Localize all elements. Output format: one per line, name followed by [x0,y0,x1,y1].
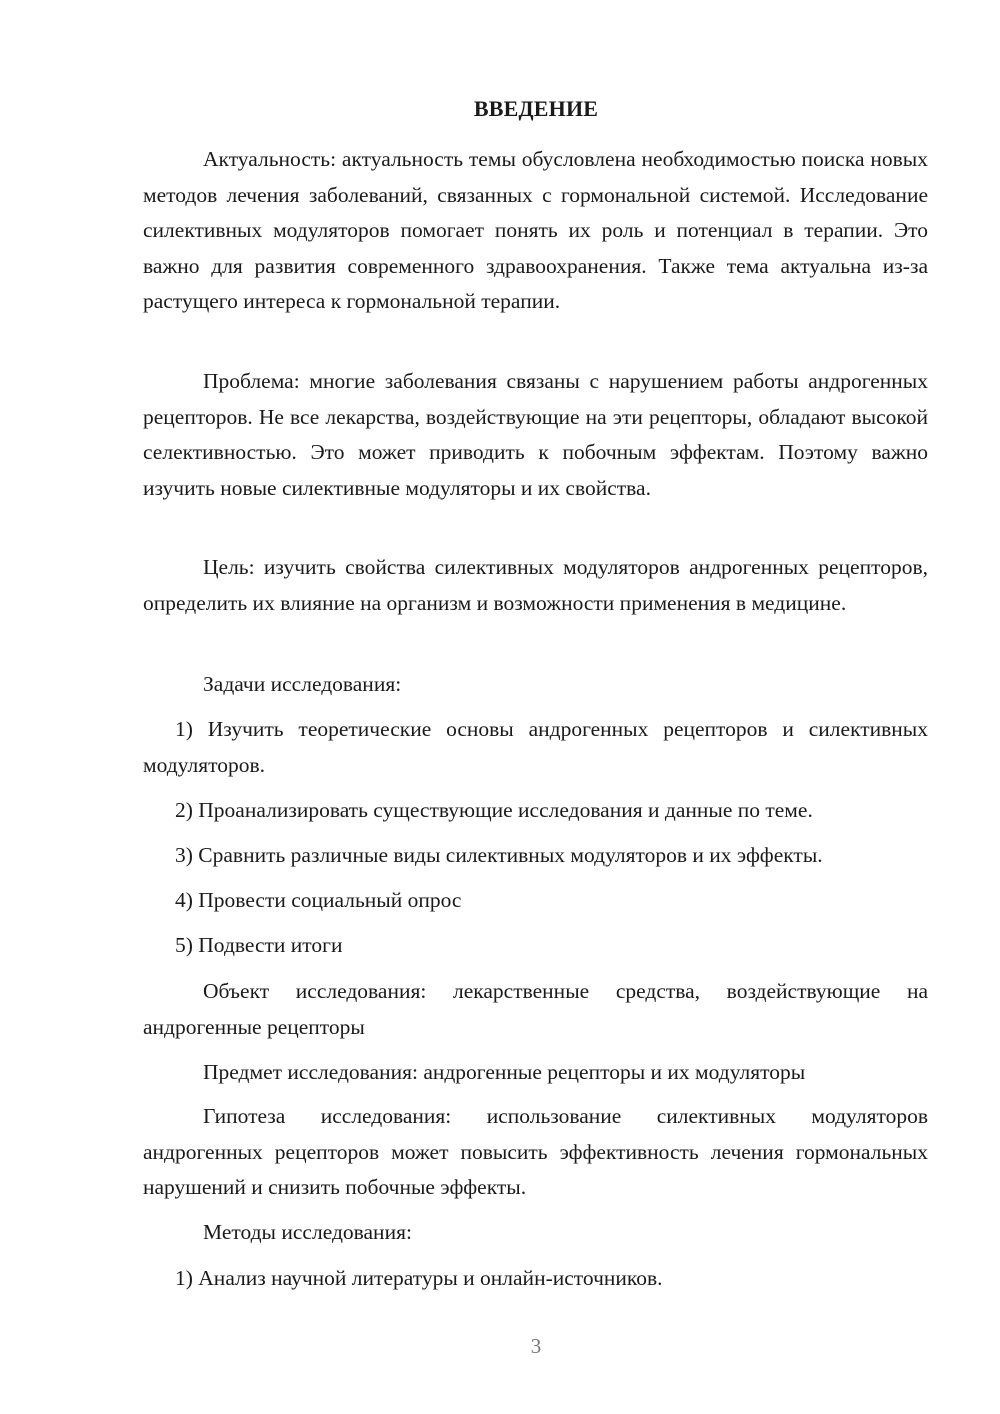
task-item-1: 1) Изучить теоретические основы андрогенных рецепторов и силективных модуляторов. [143,717,928,777]
task-item-2: 2) Проанализировать существующие исследования и данные по теме. [175,798,813,822]
object-paragraph: Объект исследования: лекарственные средства, воздействующие на андрогенные рецепторы [143,979,928,1039]
method-item-1: 1) Анализ научной литературы и онлайн-источников. [175,1266,663,1290]
relevance-paragraph: Актуальность: актуальность темы обусловлена необходимостью поиска новых методов лечения заболеваний, связанных с гормональной системой. Исследование силективных модуляторов помогает понять их роль и потенциал в терапии. Это важно для развития современного здравоохранения. Также тема актуальна из-за растущего интереса к гормональной терапии. [143,147,928,313]
tasks-heading: Задачи исследования: [203,672,402,696]
problem-paragraph: Проблема: многие заболевания связаны с нарушением работы андрогенных рецепторов. Не все лекарства, воздействующие на эти рецепторы, обладают высокой селективностью. Это может приводить к побочным эффектам. Поэтому важно изучить новые силективные модуляторы и их свойства. [143,369,928,500]
hypothesis-paragraph: Гипотеза исследования: использование силективных модуляторов андрогенных рецепторов может повысить эффективность лечения гормональных нарушений и снизить побочные эффекты. [143,1104,928,1199]
task-item-4: 4) Провести социальный опрос [175,888,462,912]
subject-paragraph: Предмет исследования: андрогенные рецепторы и их модуляторы [203,1060,806,1084]
task-item-5: 5) Подвести итоги [175,933,343,957]
page-number: 3 [530,1334,542,1358]
task-item-3: 3) Сравнить различные виды силективных модуляторов и их эффекты. [175,843,823,867]
goal-paragraph: Цель: изучить свойства силективных модуляторов андрогенных рецепторов, определить их влияние на организм и возможности применения в медицине. [143,555,928,615]
methods-heading: Методы исследования: [203,1220,412,1244]
section-title: ВВЕДЕНИЕ [473,96,599,121]
